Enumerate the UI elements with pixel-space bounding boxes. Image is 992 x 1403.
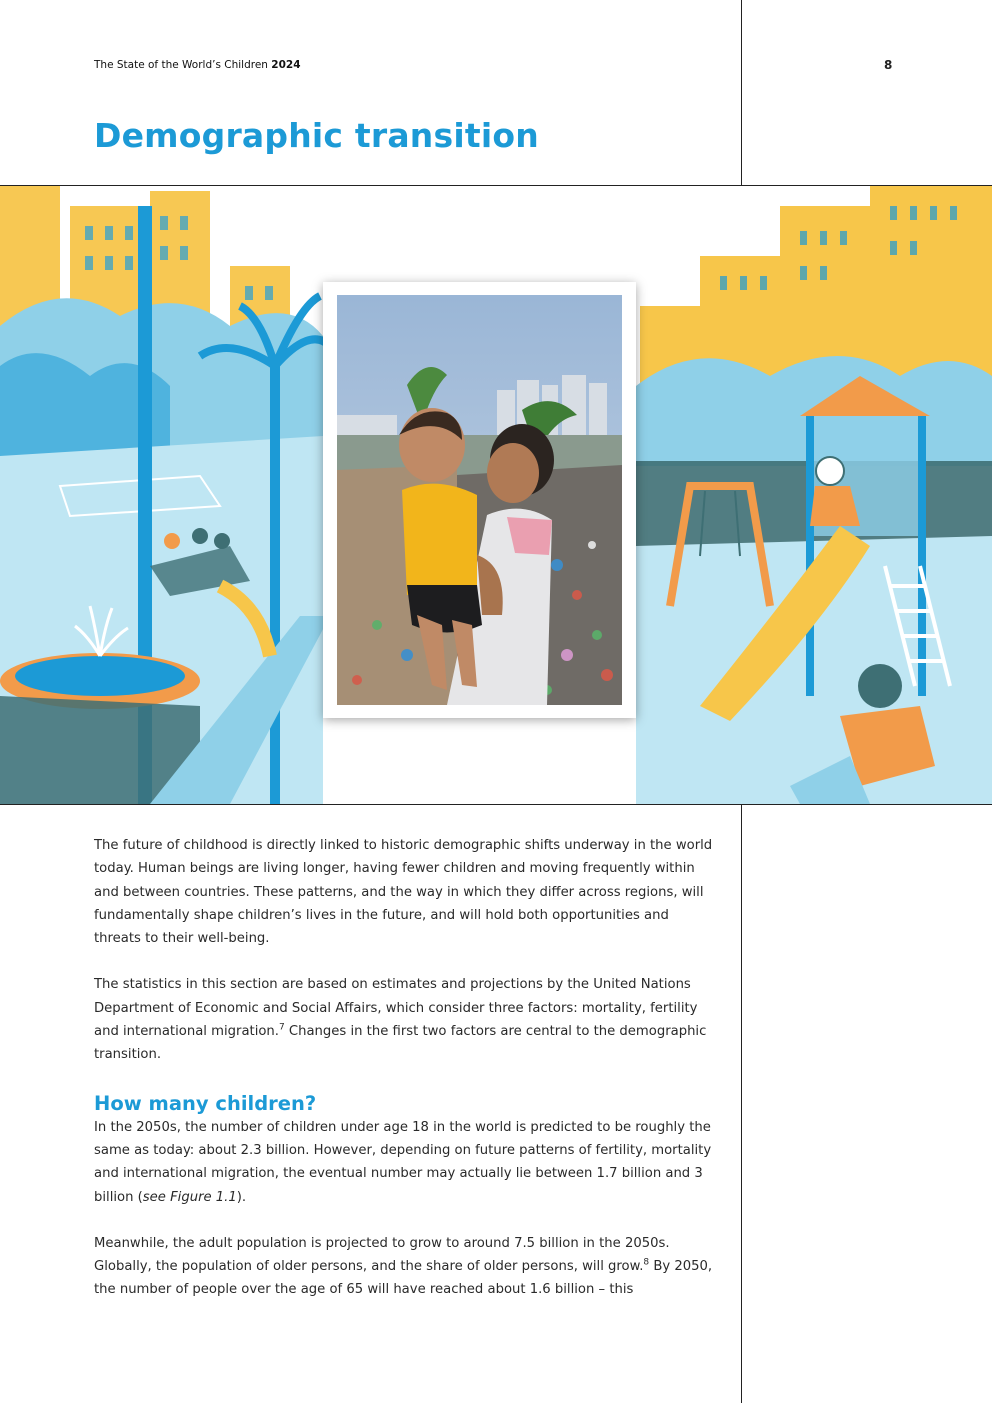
running-header [94, 59, 301, 71]
figure-reference[interactable]: see Figure 1.1 [142, 1189, 237, 1205]
photo-frame [323, 282, 636, 718]
paragraph-4-text: Meanwhile, the adult population is projected to grow to around 7.5 billion in the 2050s. Globally, the population of older persons, and the share of older persons, will grow. [94, 1235, 670, 1275]
report-year: 2024 [271, 59, 301, 71]
child-on-slide [816, 457, 844, 485]
paragraph-2-text: The statistics in this section are based on estimates and projections by the United Nations Department of Economic and Social Affairs, which consider three factors: mortality, fertility and international migration. [94, 977, 698, 1040]
running-child [858, 664, 902, 708]
paragraph-3-text: In the 2050s, the number of children under age 18 in the world is predicted to be roughly the same as today: about 2.3 billion. However, depending on future patterns of fertility, mortality and international migration, the eventual number may actually lie between 1.7 billion and 3 billion ( [94, 1119, 712, 1205]
paragraph-3 [94, 1116, 718, 1209]
paragraph-2 [94, 973, 718, 1066]
photo-art [337, 295, 622, 705]
frame-line-illustration-bottom [0, 804, 992, 805]
page-number: 8 [884, 58, 893, 72]
page-title: Demographic transition [94, 116, 539, 155]
frame-line-bottom [741, 805, 742, 1403]
paragraph-1: The future of childhood is directly linked to historic demographic shifts underway in the world today. Human beings are living longer, having fewer children and moving frequently within and between countries. These patterns, and the way in which they differ across regions, will fundamentally shape children’s lives in the future, and will hold both opportunities and threats to their well-being. [94, 838, 713, 947]
paragraph-2-tail: Changes in the first two factors are central to the demographic transition. [94, 1024, 707, 1063]
footnote-ref-7[interactable]: 7 [278, 1022, 285, 1033]
section-heading: How many children? [94, 1091, 317, 1115]
paragraph-4-tail: By 2050, the number of people over the age of 65 will have reached about 1.6 billion – this [94, 1259, 713, 1298]
paragraph-4 [94, 1232, 718, 1302]
frame-line-top [741, 0, 742, 186]
paragraph-3-tail: ). [236, 1189, 247, 1205]
city-playground-illustration [0, 186, 992, 804]
report-title: The State of the World’s Children [94, 59, 268, 71]
footnote-ref-8[interactable]: 8 [643, 1257, 650, 1268]
body-text [94, 834, 718, 1325]
children-photo [337, 295, 622, 705]
